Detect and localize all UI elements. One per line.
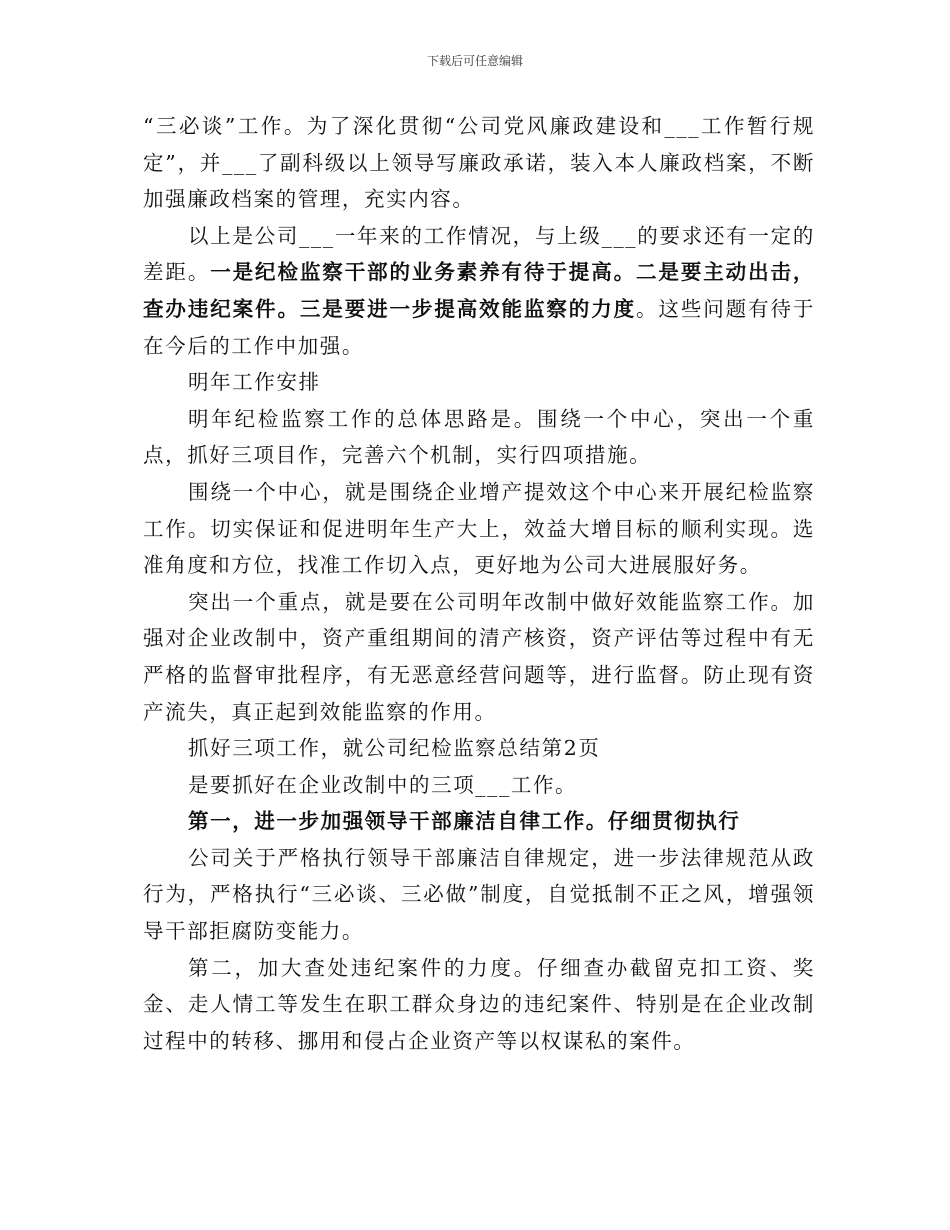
- paragraph-2-lead: 以上是公司___一年来的工作情况，与上级___的要求还有一定的差距。: [143, 223, 815, 285]
- paragraph-2: [143, 218, 815, 364]
- paragraph-9-bold: 第一，进一步加强领导干部廉洁自律工作。仔细贯彻执行: [188, 809, 741, 834]
- paragraph-4: 明年纪检监察工作的总体思路是。围绕一个中心，突出一个重点，抓好三项目作，完善六个机制，实行四项措施。: [143, 406, 815, 468]
- paragraph-11: 第二，加大查处违纪案件的力度。仔细查办截留克扣工资、奖金、走人情工等发生在职工群众身边的违纪案件、特别是在企业改制过程中的转移、挪用和侵占企业资产等以权谋私的案件。: [143, 955, 815, 1053]
- paragraph-7: 抓好三项工作，就公司纪检监察总结第2页: [188, 736, 601, 761]
- document-body: [143, 108, 815, 1059]
- paragraph-10: 公司关于严格执行领导干部廉洁自律规定，进一步法律规范从政行为，严格执行“三必谈、三必做”制度，自觉抵制不正之风，增强领导干部拒腐防变能力。: [143, 845, 815, 944]
- page-header-note: 下载后可任意编辑: [426, 54, 523, 68]
- paragraph-2-bold-text: 一是纪检监察干部的业务素养有待于提高。二是要主动出击，查办违纪案件。三是要进一步提高效能监察的力度: [143, 260, 815, 321]
- section-heading-next-year: 明年工作安排: [188, 370, 321, 395]
- paragraph-6: 突出一个重点，就是要在公司明年改制中做好效能监察工作。加强对企业改制中，资产重组期间的清产核资，资产评估等过程中有无严格的监督审批程序，有无恶意经营问题等，进行监督。防止现有资产流失，真正起到效能监察的作用。: [143, 589, 815, 724]
- paragraph-2-tail: 。这些问题有待于在今后的工作中加强。: [143, 296, 815, 358]
- paragraph-8: 是要抓好在企业改制中的三项___工作。: [188, 772, 578, 797]
- paragraph-1: “三必谈”工作。为了深化贯彻“公司党风廉政建设和___工作暂行规定”，并___了副科级以上领导写廉政承诺，装入本人廉政档案，不断加强廉政档案的管理，充实内容。: [143, 114, 815, 212]
- paragraph-5: 围绕一个中心，就是围绕企业增产提效这个中心来开展纪检监察工作。切实保证和促进明年生产大上，效益大增目标的顺利实现。选准角度和方位，找准工作切入点，更好地为公司大进展服好务。: [143, 479, 815, 578]
